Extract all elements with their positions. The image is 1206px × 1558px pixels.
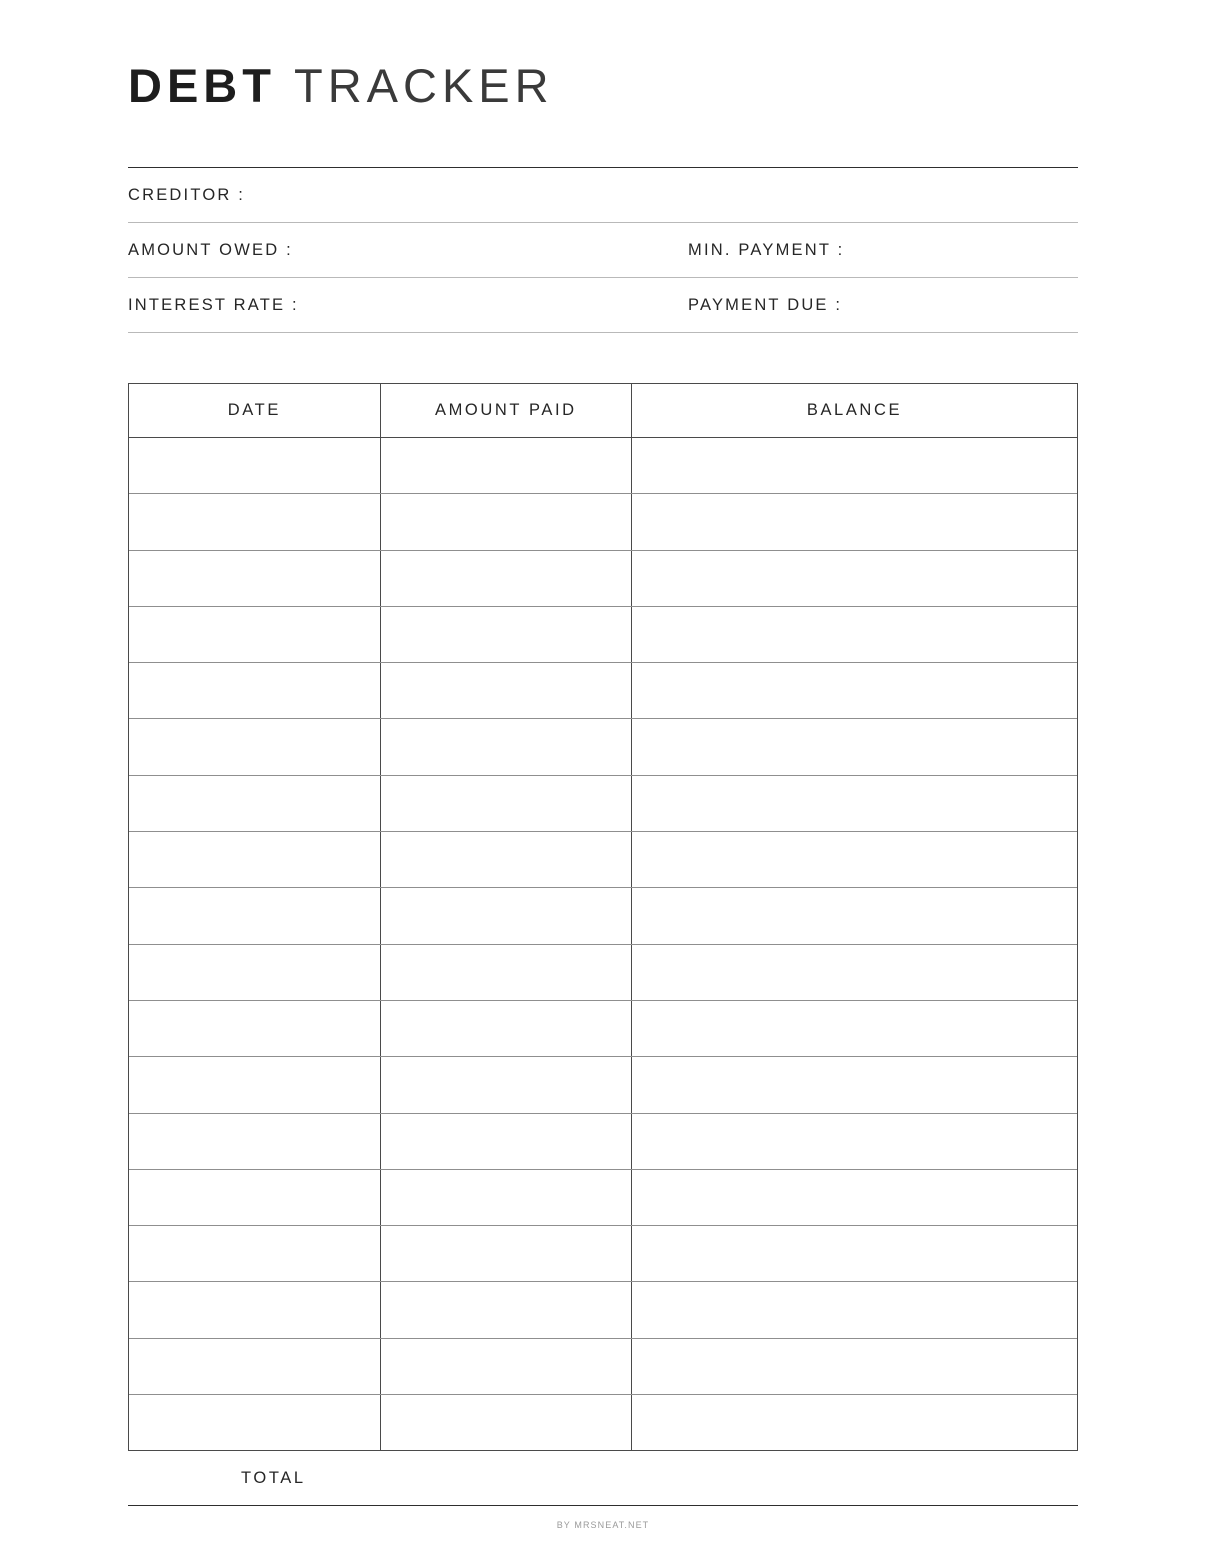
cell-date[interactable] [129, 775, 380, 831]
cell-date[interactable] [129, 1282, 380, 1338]
cell-amount-paid[interactable] [380, 606, 631, 662]
cell-date[interactable] [129, 663, 380, 719]
cell-amount-paid[interactable] [380, 1226, 631, 1282]
cell-date[interactable] [129, 719, 380, 775]
amount-owed-row [128, 222, 1078, 277]
cell-amount-paid[interactable] [380, 775, 631, 831]
table-row[interactable] [129, 832, 1077, 888]
table-row[interactable] [129, 1057, 1077, 1113]
page-title [128, 59, 1078, 112]
cell-balance[interactable] [631, 1282, 1077, 1338]
table-header-row [129, 384, 1077, 438]
total-label: TOTAL [241, 1468, 306, 1487]
table-row[interactable] [129, 1000, 1077, 1056]
payments-table-container [128, 383, 1078, 1451]
cell-balance[interactable] [631, 775, 1077, 831]
cell-balance[interactable] [631, 832, 1077, 888]
min-payment-label: MIN. PAYMENT : [688, 240, 845, 259]
creditor-row [128, 167, 1078, 222]
cell-balance[interactable] [631, 550, 1077, 606]
cell-balance[interactable] [631, 606, 1077, 662]
cell-amount-paid[interactable] [380, 1282, 631, 1338]
cell-balance[interactable] [631, 1226, 1077, 1282]
payments-table [129, 384, 1077, 1450]
table-row[interactable] [129, 1226, 1077, 1282]
table-row[interactable] [129, 606, 1077, 662]
cell-amount-paid[interactable] [380, 663, 631, 719]
page-title-bold: DEBT [128, 59, 276, 112]
cell-amount-paid[interactable] [380, 1057, 631, 1113]
interest-rate-row [128, 277, 1078, 333]
cell-balance[interactable] [631, 1113, 1077, 1169]
cell-balance[interactable] [631, 1169, 1077, 1225]
creditor-label: CREDITOR : [128, 185, 246, 204]
cell-amount-paid[interactable] [380, 1338, 631, 1394]
cell-date[interactable] [129, 1338, 380, 1394]
cell-date[interactable] [129, 494, 380, 550]
cell-balance[interactable] [631, 1000, 1077, 1056]
table-row[interactable] [129, 1113, 1077, 1169]
cell-balance[interactable] [631, 438, 1077, 494]
cell-balance[interactable] [631, 944, 1077, 1000]
table-row[interactable] [129, 494, 1077, 550]
cell-balance[interactable] [631, 719, 1077, 775]
cell-balance[interactable] [631, 663, 1077, 719]
cell-date[interactable] [129, 888, 380, 944]
table-row[interactable] [129, 1169, 1077, 1225]
footer-credit: BY MRSNEAT.NET [556, 1520, 650, 1530]
table-row[interactable] [129, 1338, 1077, 1394]
cell-amount-paid[interactable] [380, 550, 631, 606]
column-header-balance: BALANCE [631, 384, 1077, 438]
cell-amount-paid[interactable] [380, 494, 631, 550]
table-row[interactable] [129, 775, 1077, 831]
table-row[interactable] [129, 888, 1077, 944]
cell-date[interactable] [129, 1113, 380, 1169]
column-header-amount-paid: AMOUNT PAID [380, 384, 631, 438]
cell-date[interactable] [129, 1226, 380, 1282]
cell-date[interactable] [129, 1057, 380, 1113]
cell-date[interactable] [129, 1395, 380, 1451]
cell-balance[interactable] [631, 888, 1077, 944]
cell-amount-paid[interactable] [380, 832, 631, 888]
cell-date[interactable] [129, 1169, 380, 1225]
table-row[interactable] [129, 719, 1077, 775]
table-row[interactable] [129, 1395, 1077, 1451]
payment-due-label: PAYMENT DUE : [688, 295, 843, 314]
cell-amount-paid[interactable] [380, 1395, 631, 1451]
page-title-light: TRACKER [294, 59, 554, 112]
table-row[interactable] [129, 1282, 1077, 1338]
table-row[interactable] [129, 663, 1077, 719]
cell-date[interactable] [129, 438, 380, 494]
table-row[interactable] [129, 944, 1077, 1000]
cell-date[interactable] [129, 550, 380, 606]
amount-owed-label: AMOUNT OWED : [128, 240, 293, 259]
cell-amount-paid[interactable] [380, 1113, 631, 1169]
cell-balance[interactable] [631, 494, 1077, 550]
interest-rate-label: INTEREST RATE : [128, 295, 299, 314]
total-row [128, 1451, 1078, 1506]
cell-date[interactable] [129, 1000, 380, 1056]
cell-amount-paid[interactable] [380, 1169, 631, 1225]
table-row[interactable] [129, 550, 1077, 606]
cell-amount-paid[interactable] [380, 944, 631, 1000]
cell-amount-paid[interactable] [380, 438, 631, 494]
cell-amount-paid[interactable] [380, 719, 631, 775]
debt-info-section [128, 167, 1078, 333]
table-row[interactable] [129, 438, 1077, 494]
cell-date[interactable] [129, 944, 380, 1000]
table-body [129, 438, 1077, 1451]
cell-amount-paid[interactable] [380, 888, 631, 944]
cell-amount-paid[interactable] [380, 1000, 631, 1056]
column-header-date: DATE [129, 384, 380, 438]
cell-date[interactable] [129, 606, 380, 662]
cell-balance[interactable] [631, 1395, 1077, 1451]
cell-balance[interactable] [631, 1057, 1077, 1113]
cell-date[interactable] [129, 832, 380, 888]
cell-balance[interactable] [631, 1338, 1077, 1394]
